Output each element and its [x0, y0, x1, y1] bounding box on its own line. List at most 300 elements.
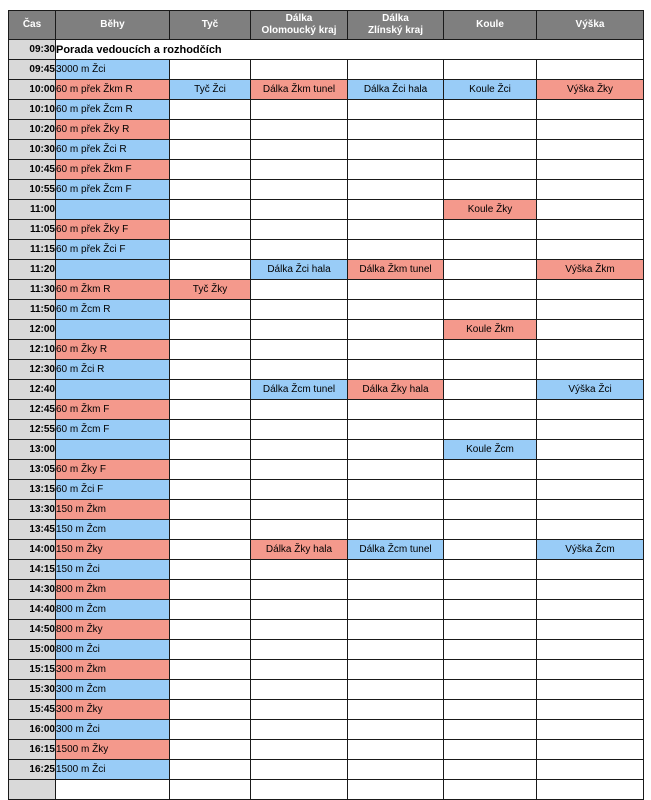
- empty-cell: [444, 660, 537, 680]
- empty-cell: [251, 360, 348, 380]
- empty-cell: [444, 680, 537, 700]
- schedule-row: [9, 100, 644, 120]
- event-cell-runs: 150 m Žky: [56, 540, 170, 560]
- empty-cell: [170, 440, 251, 460]
- empty-cell: [537, 340, 644, 360]
- empty-cell: [348, 640, 444, 660]
- table-header: [9, 11, 644, 40]
- empty-cell: [348, 600, 444, 620]
- time-cell: 13:45: [9, 520, 56, 540]
- event-cell-runs: 60 m přek Žcm R: [56, 100, 170, 120]
- empty-cell: [537, 580, 644, 600]
- header-long-jump-zlin-line2: Zlínský kraj: [367, 25, 424, 36]
- empty-cell: [251, 760, 348, 780]
- header-row: [9, 11, 644, 40]
- schedule-row: [9, 300, 644, 320]
- empty-cell: [444, 760, 537, 780]
- empty-cell: [444, 560, 537, 580]
- event-cell-pole-vault: Tyč Žci: [170, 80, 251, 100]
- empty-cell: [251, 340, 348, 360]
- empty-cell: [537, 200, 644, 220]
- event-cell-runs: 60 m Žky R: [56, 340, 170, 360]
- event-cell-runs: 800 m Žky: [56, 620, 170, 640]
- event-cell-shot-put: Koule Žky: [444, 200, 537, 220]
- empty-cell: [348, 160, 444, 180]
- empty-cell: [348, 440, 444, 460]
- event-cell-long-jump-olomouc: Dálka Žcm tunel: [251, 380, 348, 400]
- empty-cell: [170, 640, 251, 660]
- empty-cell: [537, 360, 644, 380]
- time-cell: 10:45: [9, 160, 56, 180]
- empty-cell: [444, 220, 537, 240]
- schedule-row: [9, 360, 644, 380]
- empty-cell: [537, 680, 644, 700]
- time-cell: 13:00: [9, 440, 56, 460]
- empty-cell: [170, 200, 251, 220]
- schedule-row: [9, 280, 644, 300]
- empty-cell: [170, 320, 251, 340]
- empty-cell: [348, 200, 444, 220]
- header-high-jump: Výška: [537, 11, 644, 40]
- time-cell: 11:15: [9, 240, 56, 260]
- schedule-row: [9, 580, 644, 600]
- empty-cell: [444, 600, 537, 620]
- empty-cell: [348, 520, 444, 540]
- meeting-label: Porada vedoucích a rozhodčích: [56, 40, 644, 60]
- event-cell-runs: 300 m Žcm: [56, 680, 170, 700]
- empty-cell: [444, 520, 537, 540]
- empty-cell: [444, 480, 537, 500]
- empty-cell: [444, 360, 537, 380]
- time-cell: 13:30: [9, 500, 56, 520]
- meeting-row: [9, 40, 644, 60]
- empty-cell: [348, 400, 444, 420]
- time-cell: 11:20: [9, 260, 56, 280]
- event-cell-high-jump: Výška Žkm: [537, 260, 644, 280]
- empty-cell: [444, 340, 537, 360]
- time-cell: 14:50: [9, 620, 56, 640]
- empty-cell: [537, 460, 644, 480]
- time-cell: 10:55: [9, 180, 56, 200]
- empty-cell: [348, 100, 444, 120]
- empty-cell: [537, 520, 644, 540]
- time-cell: 16:15: [9, 740, 56, 760]
- schedule-row: [9, 700, 644, 720]
- empty-cell: [444, 620, 537, 640]
- empty-cell: [444, 460, 537, 480]
- empty-cell: [170, 400, 251, 420]
- empty-cell: [348, 220, 444, 240]
- empty-cell: [444, 700, 537, 720]
- time-cell: 15:15: [9, 660, 56, 680]
- empty-cell: [537, 700, 644, 720]
- event-cell-runs: [56, 200, 170, 220]
- empty-cell: [537, 500, 644, 520]
- empty-cell: [251, 160, 348, 180]
- empty-cell: [170, 560, 251, 580]
- event-cell-runs: [56, 440, 170, 460]
- empty-cell: [537, 240, 644, 260]
- time-cell: 15:00: [9, 640, 56, 660]
- time-cell: 12:40: [9, 380, 56, 400]
- event-cell-long-jump-zlin: Dálka Žcm tunel: [348, 540, 444, 560]
- empty-cell: [537, 480, 644, 500]
- empty-cell: [348, 760, 444, 780]
- empty-cell: [537, 300, 644, 320]
- time-cell: 11:05: [9, 220, 56, 240]
- event-cell-runs: 60 m přek Žkm F: [56, 160, 170, 180]
- schedule-row: [9, 240, 644, 260]
- event-cell-runs: 60 m Žky F: [56, 460, 170, 480]
- time-cell: 13:05: [9, 460, 56, 480]
- header-long-jump-olomouc-line1: Dálka: [285, 13, 313, 24]
- time-cell: 12:55: [9, 420, 56, 440]
- schedule-row: [9, 160, 644, 180]
- empty-cell: [537, 620, 644, 640]
- schedule-row: [9, 620, 644, 640]
- schedule-row: [9, 400, 644, 420]
- empty-cell: [348, 580, 444, 600]
- empty-cell: [537, 440, 644, 460]
- empty-cell: [537, 100, 644, 120]
- empty-cell: [348, 720, 444, 740]
- event-cell-runs: 300 m Žky: [56, 700, 170, 720]
- header-long-jump-zlin-line1: Dálka: [382, 13, 409, 24]
- empty-cell: [251, 700, 348, 720]
- empty-cell: [348, 360, 444, 380]
- event-cell-runs: 60 m Žkm F: [56, 400, 170, 420]
- event-cell-high-jump: Výška Žcm: [537, 540, 644, 560]
- time-cell: 09:45: [9, 60, 56, 80]
- schedule-row: [9, 460, 644, 480]
- empty-cell: [537, 640, 644, 660]
- empty-cell: [170, 540, 251, 560]
- time-cell: 11:50: [9, 300, 56, 320]
- empty-cell: [348, 120, 444, 140]
- empty-cell: [170, 580, 251, 600]
- time-cell: 10:30: [9, 140, 56, 160]
- empty-cell: [348, 180, 444, 200]
- empty-cell: [251, 660, 348, 680]
- schedule-row: [9, 440, 644, 460]
- empty-cell: [170, 720, 251, 740]
- empty-cell: [251, 140, 348, 160]
- event-cell-runs: 60 m Žcm R: [56, 300, 170, 320]
- empty-cell: [444, 140, 537, 160]
- schedule-row: [9, 740, 644, 760]
- event-cell-pole-vault: Tyč Žky: [170, 280, 251, 300]
- header-runs: Běhy: [56, 11, 170, 40]
- empty-cell: [251, 500, 348, 520]
- event-cell-runs: 150 m Žci: [56, 560, 170, 580]
- schedule-row: [9, 380, 644, 400]
- schedule-row: [9, 560, 644, 580]
- event-cell-runs: 60 m přek Žky R: [56, 120, 170, 140]
- time-cell: 12:10: [9, 340, 56, 360]
- event-cell-runs: 800 m Žci: [56, 640, 170, 660]
- empty-cell: [170, 620, 251, 640]
- schedule-table: [8, 10, 644, 800]
- empty-cell: [348, 300, 444, 320]
- empty-cell: [251, 560, 348, 580]
- empty-cell: [251, 600, 348, 620]
- empty-cell: [537, 120, 644, 140]
- empty-cell: [348, 660, 444, 680]
- schedule-row: [9, 200, 644, 220]
- empty-cell: [537, 400, 644, 420]
- schedule-row: [9, 660, 644, 680]
- event-cell-runs: 60 m Žkm R: [56, 280, 170, 300]
- schedule-row: [9, 260, 644, 280]
- empty-cell: [537, 280, 644, 300]
- empty-cell: [537, 760, 644, 780]
- empty-cell: [537, 140, 644, 160]
- header-pole-vault: Tyč: [170, 11, 251, 40]
- time-cell: 10:00: [9, 80, 56, 100]
- empty-cell: [444, 720, 537, 740]
- event-cell-runs: 800 m Žkm: [56, 580, 170, 600]
- event-cell-shot-put: Koule Žci: [444, 80, 537, 100]
- event-cell-runs: [56, 380, 170, 400]
- event-cell-runs: [56, 320, 170, 340]
- event-cell-runs: 60 m přek Žky F: [56, 220, 170, 240]
- schedule-row: [9, 120, 644, 140]
- schedule-row: [9, 420, 644, 440]
- empty-cell: [251, 680, 348, 700]
- empty-cell: [537, 160, 644, 180]
- empty-cell: [348, 340, 444, 360]
- event-cell-shot-put: Koule Žkm: [444, 320, 537, 340]
- empty-cell: [348, 620, 444, 640]
- empty-cell: [537, 560, 644, 580]
- empty-cell: [348, 480, 444, 500]
- event-cell-runs: [56, 260, 170, 280]
- empty-cell: [444, 60, 537, 80]
- empty-cell: [170, 220, 251, 240]
- time-cell: 15:30: [9, 680, 56, 700]
- time-cell: 16:00: [9, 720, 56, 740]
- empty-cell: [251, 400, 348, 420]
- empty-cell: [170, 360, 251, 380]
- empty-cell: [348, 140, 444, 160]
- empty-cell: [444, 260, 537, 280]
- empty-cell: [251, 720, 348, 740]
- event-cell-runs: 60 m přek Žci R: [56, 140, 170, 160]
- header-long-jump-zlin: [348, 11, 444, 40]
- event-cell-runs: 60 m přek Žcm F: [56, 180, 170, 200]
- empty-cell: [444, 120, 537, 140]
- empty-cell: [537, 180, 644, 200]
- empty-cell: [348, 500, 444, 520]
- empty-cell: [444, 580, 537, 600]
- empty-cell: [444, 640, 537, 660]
- time-cell: 16:25: [9, 760, 56, 780]
- empty-cell: [251, 640, 348, 660]
- empty-cell: [537, 660, 644, 680]
- time-cell: 15:45: [9, 700, 56, 720]
- event-cell-long-jump-olomouc: Dálka Žkm tunel: [251, 80, 348, 100]
- empty-cell: [251, 300, 348, 320]
- empty-cell: [251, 220, 348, 240]
- empty-cell: [537, 60, 644, 80]
- empty-cell: [444, 740, 537, 760]
- empty-cell: [348, 60, 444, 80]
- empty-cell: [251, 740, 348, 760]
- empty-cell: [537, 600, 644, 620]
- header-long-jump-olomouc: [251, 11, 348, 40]
- schedule-row: [9, 480, 644, 500]
- time-cell: 12:45: [9, 400, 56, 420]
- time-cell: 09:30: [9, 40, 56, 60]
- empty-cell: [170, 180, 251, 200]
- time-cell: 11:00: [9, 200, 56, 220]
- empty-cell: [251, 320, 348, 340]
- schedule-row: [9, 140, 644, 160]
- empty-cell: [251, 440, 348, 460]
- empty-cell: [170, 160, 251, 180]
- schedule-row: [9, 760, 644, 780]
- event-cell-runs: 60 m Žci R: [56, 360, 170, 380]
- empty-cell: [170, 300, 251, 320]
- header-shot-put: Koule: [444, 11, 537, 40]
- schedule-row: [9, 680, 644, 700]
- empty-cell: [170, 260, 251, 280]
- event-cell-runs: 60 m přek Žkm R: [56, 80, 170, 100]
- schedule-row: [9, 520, 644, 540]
- event-cell-runs: 3000 m Žci: [56, 60, 170, 80]
- empty-cell: [348, 740, 444, 760]
- empty-cell: [170, 60, 251, 80]
- empty-cell: [170, 600, 251, 620]
- empty-cell: [444, 180, 537, 200]
- empty-cell: [537, 220, 644, 240]
- time-cell: 10:20: [9, 120, 56, 140]
- event-cell-long-jump-zlin: Dálka Žci hala: [348, 80, 444, 100]
- time-cell: 14:40: [9, 600, 56, 620]
- empty-cell: [444, 400, 537, 420]
- empty-cell: [170, 240, 251, 260]
- empty-cell: [170, 760, 251, 780]
- schedule-row: [9, 320, 644, 340]
- empty-cell: [170, 460, 251, 480]
- empty-cell: [348, 420, 444, 440]
- empty-cell: [251, 60, 348, 80]
- empty-cell: [444, 100, 537, 120]
- empty-cell: [251, 120, 348, 140]
- event-cell-runs: 60 m Žcm F: [56, 420, 170, 440]
- empty-cell: [251, 520, 348, 540]
- event-cell-runs: 150 m Žcm: [56, 520, 170, 540]
- event-cell-runs: 1500 m Žci: [56, 760, 170, 780]
- empty-cell: [537, 720, 644, 740]
- schedule-row: [9, 60, 644, 80]
- schedule-row: [9, 340, 644, 360]
- empty-cell: [444, 500, 537, 520]
- event-cell-runs: 60 m Žci F: [56, 480, 170, 500]
- event-cell-high-jump: Výška Žci: [537, 380, 644, 400]
- header-time: Čas: [9, 11, 56, 40]
- time-cell: 10:10: [9, 100, 56, 120]
- empty-cell: [444, 420, 537, 440]
- empty-cell: [348, 320, 444, 340]
- empty-cell: [170, 500, 251, 520]
- schedule-row: [9, 220, 644, 240]
- event-cell-long-jump-zlin: Dálka Žkm tunel: [348, 260, 444, 280]
- time-cell: 12:00: [9, 320, 56, 340]
- event-cell-long-jump-olomouc: Dálka Žci hala: [251, 260, 348, 280]
- empty-cell: [444, 160, 537, 180]
- table-body: [9, 40, 644, 800]
- empty-cell: [170, 120, 251, 140]
- schedule-row: [9, 80, 644, 100]
- empty-cell: [348, 280, 444, 300]
- empty-cell: [170, 660, 251, 680]
- time-cell: 13:15: [9, 480, 56, 500]
- empty-cell: [170, 340, 251, 360]
- empty-cell: [170, 740, 251, 760]
- empty-cell: [537, 320, 644, 340]
- time-cell: 14:15: [9, 560, 56, 580]
- empty-cell: [537, 740, 644, 760]
- empty-cell: [170, 420, 251, 440]
- empty-cell: [251, 620, 348, 640]
- empty-cell: [537, 420, 644, 440]
- empty-cell: [444, 280, 537, 300]
- event-cell-runs: 1500 m Žky: [56, 740, 170, 760]
- schedule-row: [9, 640, 644, 660]
- empty-cell: [348, 460, 444, 480]
- schedule-row: [9, 180, 644, 200]
- event-cell-runs: 800 m Žcm: [56, 600, 170, 620]
- schedule-row: [9, 540, 644, 560]
- empty-cell: [348, 240, 444, 260]
- empty-cell: [170, 380, 251, 400]
- event-cell-high-jump: Výška Žky: [537, 80, 644, 100]
- schedule-row: [9, 720, 644, 740]
- empty-cell: [170, 520, 251, 540]
- empty-cell: [170, 140, 251, 160]
- time-cell: 11:30: [9, 280, 56, 300]
- empty-cell: [348, 700, 444, 720]
- empty-cell: [170, 480, 251, 500]
- event-cell-runs: 150 m Žkm: [56, 500, 170, 520]
- time-cell: 14:30: [9, 580, 56, 600]
- empty-cell: [444, 540, 537, 560]
- empty-cell: [444, 380, 537, 400]
- header-long-jump-olomouc-line2: Olomoucký kraj: [261, 25, 337, 36]
- schedule-row: [9, 600, 644, 620]
- empty-cell: [251, 460, 348, 480]
- time-cell: 12:30: [9, 360, 56, 380]
- empty-cell: [348, 560, 444, 580]
- empty-cell: [251, 240, 348, 260]
- empty-cell: [348, 680, 444, 700]
- empty-cell: [251, 280, 348, 300]
- empty-cell: [251, 100, 348, 120]
- empty-cell: [251, 480, 348, 500]
- empty-cell: [251, 580, 348, 600]
- time-cell: 14:00: [9, 540, 56, 560]
- empty-cell: [170, 680, 251, 700]
- event-cell-shot-put: Koule Žcm: [444, 440, 537, 460]
- event-cell-long-jump-zlin: Dálka Žky hala: [348, 380, 444, 400]
- empty-cell: [444, 240, 537, 260]
- event-cell-runs: 300 m Žkm: [56, 660, 170, 680]
- event-cell-runs: 60 m přek Žci F: [56, 240, 170, 260]
- event-cell-long-jump-olomouc: Dálka Žky hala: [251, 540, 348, 560]
- empty-cell: [251, 200, 348, 220]
- empty-cell: [251, 420, 348, 440]
